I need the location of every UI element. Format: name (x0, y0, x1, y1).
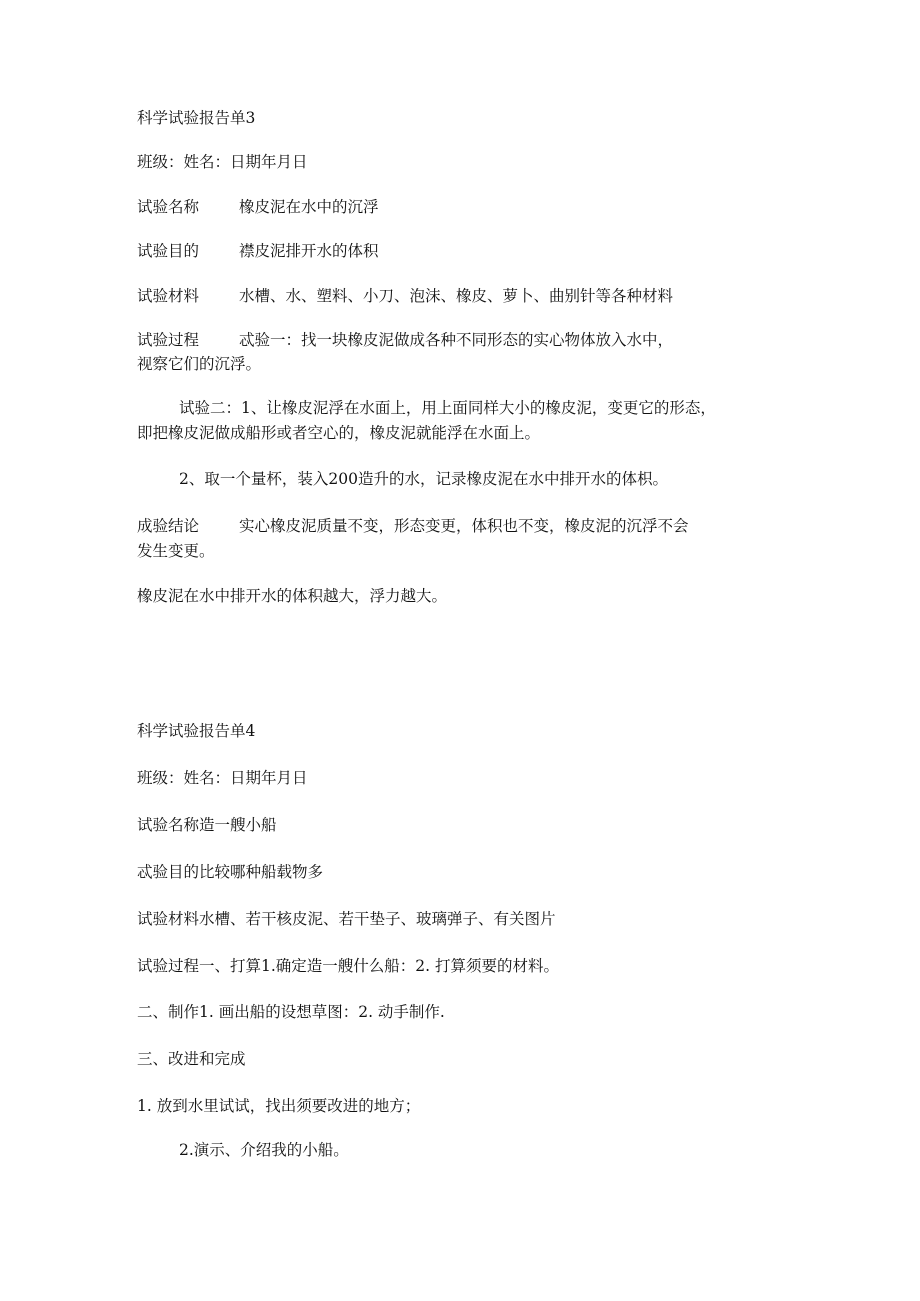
report3-exp2-step2: 2、取一个量杯，装入200造升的水，记录橡皮泥在水中排开水的体枳。 (179, 470, 668, 488)
report3-conclusion-label: 成验结论 (137, 517, 200, 535)
report3-name-label: 试验名称 (137, 198, 200, 216)
report4-improve-step1: 1. 放到水里试试，找出须要改进的地方； (137, 1097, 421, 1115)
report3-conclusion-row (137, 514, 689, 538)
report3-goal-value: 襟皮泥排开水的体积 (239, 242, 379, 260)
report3-conclusion-line2: 发生变更。 (137, 542, 215, 560)
report4-title: 科学试验报告单4 (137, 722, 256, 740)
report4-goal-line: 忒验目的比较哪种船载物多 (137, 863, 324, 881)
report3-exp2-line1: 试验二：1、让橡皮泥浮在水面上，用上面同样大小的橡皮泥，变更它的形态， (179, 399, 716, 417)
report4-improve-step2: 2.演示、介绍我的小船。 (179, 1141, 349, 1159)
report3-title: 科学试验报告单3 (137, 109, 256, 127)
report3-exp2-line2: 即把橡皮泥做成船形或者空心的，橡皮泥就能浮在水面上。 (137, 424, 541, 442)
report3-process-label: 试验过程 (137, 331, 200, 349)
report3-name-row (137, 195, 379, 219)
report4-materials-line: 试验材料水槽、若干核皮泥、若干垫子、玻璃弹子、有关图片 (137, 910, 556, 928)
report3-materials-label: 试验材料 (137, 287, 200, 305)
report4-name-line: 试验名称造一艘小船 (137, 816, 277, 834)
report4-improve-line: 三、改进和完成 (137, 1050, 246, 1068)
report3-info: 班级：姓名：日期年月日 (137, 153, 308, 171)
report4-make-line: 二、制作1. 画出船的设想草图：2. 动手制作. (137, 1003, 445, 1021)
report4-info: 班级：姓名：日期年月日 (137, 769, 308, 787)
report3-goal-row (137, 239, 379, 263)
report3-materials-row (137, 284, 673, 308)
report3-materials-value: 水槽、水、塑料、小刀、泡沫、橡皮、萝卜、曲别针等各种材料 (239, 287, 674, 305)
report3-conclusion-line1: 实心橡皮泥质量不变，形态变更，体积也不变，橡皮泥的沉浮不会 (239, 517, 689, 535)
report3-process-value-line1: 忒验一：找一块橡皮泥做成各种不同形态的实心物体放入水中， (239, 331, 674, 349)
report3-name-value: 橡皮泥在水中的沉浮 (239, 198, 379, 216)
report3-goal-label: 试验目的 (137, 242, 200, 260)
report4-process-line: 试验过程一、打算1.确定造一艘什么船：2. 打算须要的材料。 (137, 957, 560, 975)
report3-conclusion-extra: 橡皮泥在水中排开水的体积越大，浮力越大。 (137, 587, 448, 605)
report3-process-value-line2: 视察它们的沉浮。 (137, 355, 262, 373)
report3-process-row (137, 328, 673, 352)
